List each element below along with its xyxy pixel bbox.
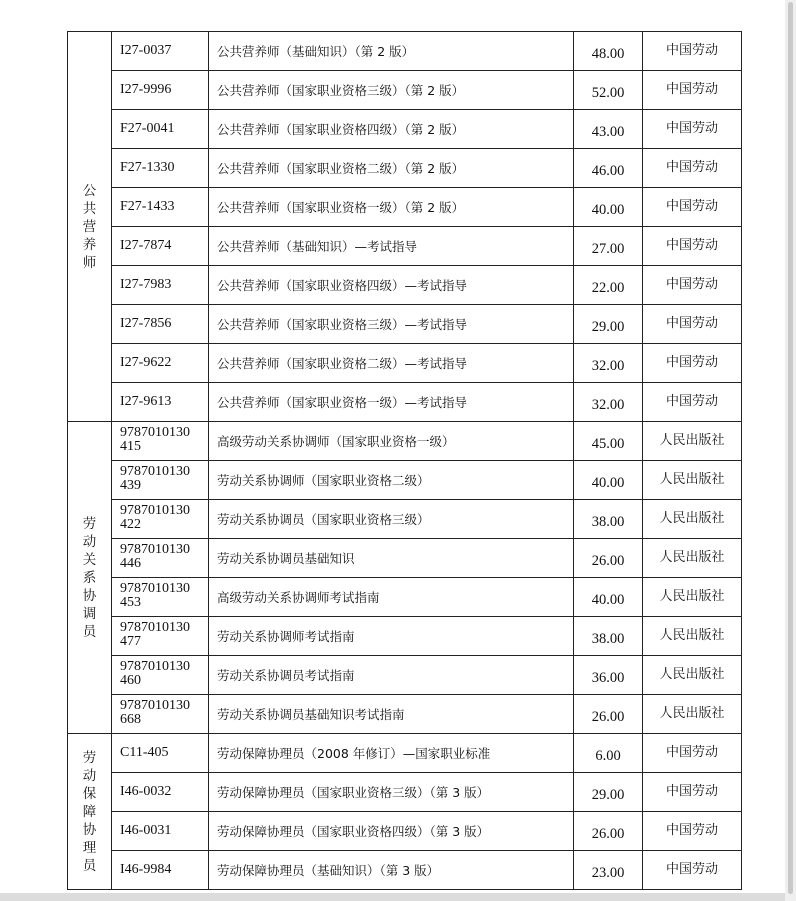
category-cell — [68, 422, 112, 734]
book-title: 高级劳动关系协调师考试指南 — [209, 578, 574, 617]
book-title: 公共营养师（国家职业资格四级）—考试指导 — [209, 266, 574, 305]
table-row — [68, 266, 742, 305]
table-row — [68, 422, 742, 461]
book-publisher: 中国劳动 — [643, 266, 742, 305]
book-title: 劳动关系协调员（国家职业资格三级） — [209, 500, 574, 539]
table-row — [68, 461, 742, 500]
book-title: 高级劳动关系协调师（国家职业资格一级） — [209, 422, 574, 461]
book-code: I27-9996 — [112, 71, 209, 110]
book-publisher: 中国劳动 — [643, 812, 742, 851]
book-publisher: 中国劳动 — [643, 149, 742, 188]
book-price: 6.00 — [574, 734, 643, 773]
table-row — [68, 578, 742, 617]
book-title: 公共营养师（国家职业资格一级）—考试指导 — [209, 383, 574, 422]
vertical-scrollbar[interactable] — [785, 0, 796, 901]
book-price: 26.00 — [574, 812, 643, 851]
book-code: I27-9613 — [112, 383, 209, 422]
book-code: I27-7874 — [112, 227, 209, 266]
book-price: 43.00 — [574, 110, 643, 149]
book-code: I27-9622 — [112, 344, 209, 383]
book-publisher: 人民出版社 — [643, 500, 742, 539]
book-code: 9787010130 415 — [112, 422, 209, 461]
category-label: 公共营养师 — [82, 182, 97, 271]
book-title: 劳动关系协调师（国家职业资格二级） — [209, 461, 574, 500]
book-code: 9787010130 668 — [112, 695, 209, 734]
book-code: F27-1330 — [112, 149, 209, 188]
book-code: 9787010130 439 — [112, 461, 209, 500]
book-publisher: 人民出版社 — [643, 617, 742, 656]
book-table — [67, 31, 742, 890]
table-row — [68, 227, 742, 266]
book-title: 劳动保障协理员（基础知识）（第 3 版） — [209, 851, 574, 890]
table-row — [68, 149, 742, 188]
book-title: 劳动关系协调员基础知识 — [209, 539, 574, 578]
table-row — [68, 734, 742, 773]
table-row — [68, 32, 742, 71]
book-publisher: 中国劳动 — [643, 344, 742, 383]
book-code: C11-405 — [112, 734, 209, 773]
book-code: F27-1433 — [112, 188, 209, 227]
table-row — [68, 539, 742, 578]
book-price: 29.00 — [574, 305, 643, 344]
book-price: 26.00 — [574, 695, 643, 734]
book-price: 46.00 — [574, 149, 643, 188]
book-price: 38.00 — [574, 500, 643, 539]
book-title: 公共营养师（国家职业资格二级）（第 2 版） — [209, 149, 574, 188]
book-price: 40.00 — [574, 188, 643, 227]
book-price: 36.00 — [574, 656, 643, 695]
book-publisher: 中国劳动 — [643, 734, 742, 773]
table-row — [68, 617, 742, 656]
book-title: 公共营养师（基础知识）—考试指导 — [209, 227, 574, 266]
book-publisher: 人民出版社 — [643, 461, 742, 500]
book-code: I27-7856 — [112, 305, 209, 344]
table-row — [68, 695, 742, 734]
book-title: 公共营养师（国家职业资格二级）—考试指导 — [209, 344, 574, 383]
book-code: I46-0032 — [112, 773, 209, 812]
table-row — [68, 188, 742, 227]
book-publisher: 中国劳动 — [643, 71, 742, 110]
book-title: 劳动关系协调师考试指南 — [209, 617, 574, 656]
book-title: 劳动保障协理员（国家职业资格四级）（第 3 版） — [209, 812, 574, 851]
book-price: 32.00 — [574, 383, 643, 422]
book-code: 9787010130 477 — [112, 617, 209, 656]
book-price: 45.00 — [574, 422, 643, 461]
book-title: 劳动关系协调员基础知识考试指南 — [209, 695, 574, 734]
book-code: I46-9984 — [112, 851, 209, 890]
book-publisher: 中国劳动 — [643, 32, 742, 71]
book-publisher: 中国劳动 — [643, 227, 742, 266]
book-price: 52.00 — [574, 71, 643, 110]
book-title: 公共营养师（国家职业资格三级）—考试指导 — [209, 305, 574, 344]
book-code: 9787010130 422 — [112, 500, 209, 539]
book-publisher: 中国劳动 — [643, 188, 742, 227]
category-cell — [68, 32, 112, 422]
book-price: 38.00 — [574, 617, 643, 656]
book-code: I46-0031 — [112, 812, 209, 851]
table-row — [68, 71, 742, 110]
table-row — [68, 500, 742, 539]
table-row — [68, 305, 742, 344]
book-code: 9787010130 446 — [112, 539, 209, 578]
book-publisher: 人民出版社 — [643, 539, 742, 578]
book-price: 29.00 — [574, 773, 643, 812]
book-publisher: 人民出版社 — [643, 695, 742, 734]
category-label: 劳动保障协理员 — [82, 749, 97, 874]
book-publisher: 中国劳动 — [643, 305, 742, 344]
book-price: 27.00 — [574, 227, 643, 266]
book-title: 公共营养师（国家职业资格四级）（第 2 版） — [209, 110, 574, 149]
book-code: I27-0037 — [112, 32, 209, 71]
book-publisher: 中国劳动 — [643, 110, 742, 149]
book-publisher: 人民出版社 — [643, 422, 742, 461]
book-code: I27-7983 — [112, 266, 209, 305]
table-row — [68, 851, 742, 890]
book-title: 公共营养师（国家职业资格一级）（第 2 版） — [209, 188, 574, 227]
book-publisher: 人民出版社 — [643, 578, 742, 617]
book-publisher: 中国劳动 — [643, 773, 742, 812]
book-title: 劳动保障协理员（2008 年修订）—国家职业标准 — [209, 734, 574, 773]
book-title: 劳动关系协调员考试指南 — [209, 656, 574, 695]
book-publisher: 中国劳动 — [643, 383, 742, 422]
table-row — [68, 656, 742, 695]
book-title: 劳动保障协理员（国家职业资格三级）（第 3 版） — [209, 773, 574, 812]
book-publisher: 人民出版社 — [643, 656, 742, 695]
book-code: 9787010130 453 — [112, 578, 209, 617]
book-price: 23.00 — [574, 851, 643, 890]
book-publisher: 中国劳动 — [643, 851, 742, 890]
book-price: 32.00 — [574, 344, 643, 383]
category-label: 劳动关系协调员 — [82, 515, 97, 640]
book-price: 26.00 — [574, 539, 643, 578]
book-price: 22.00 — [574, 266, 643, 305]
table-row — [68, 383, 742, 422]
table-row — [68, 773, 742, 812]
book-code: F27-0041 — [112, 110, 209, 149]
book-title: 公共营养师（基础知识）（第 2 版） — [209, 32, 574, 71]
scrollbar-thumb[interactable] — [788, 2, 793, 894]
book-price: 40.00 — [574, 461, 643, 500]
book-price: 48.00 — [574, 32, 643, 71]
book-code: 9787010130 460 — [112, 656, 209, 695]
table-row — [68, 344, 742, 383]
page-bottom-edge — [0, 893, 785, 901]
table-row — [68, 110, 742, 149]
book-title: 公共营养师（国家职业资格三级）（第 2 版） — [209, 71, 574, 110]
book-price: 40.00 — [574, 578, 643, 617]
category-cell — [68, 734, 112, 890]
table-row — [68, 812, 742, 851]
